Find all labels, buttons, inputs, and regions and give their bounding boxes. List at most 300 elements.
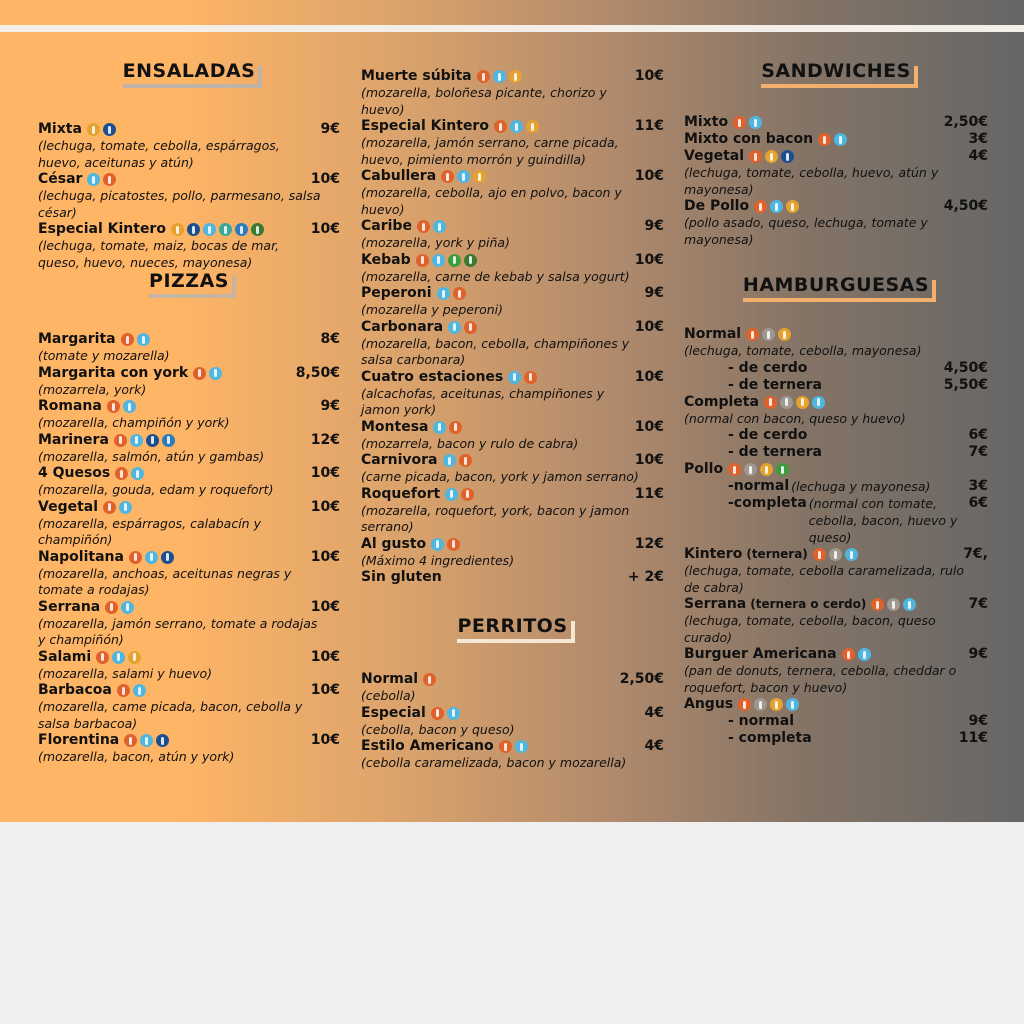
- item-price: 10€: [310, 598, 340, 615]
- gluten-allergen-icon: [746, 328, 759, 341]
- allergen-icons: [733, 116, 762, 129]
- option-note: (normal con tomate, cebolla, bacon, huevo y queso): [808, 496, 958, 545]
- menu-item-normal[interactable]: [684, 326, 988, 394]
- lactose-allergen-icon: [845, 548, 858, 561]
- egg-allergen-icon: [87, 123, 100, 136]
- lactose-allergen-icon: [493, 70, 506, 83]
- gluten-allergen-icon: [103, 173, 116, 186]
- gluten-allergen-icon: [728, 463, 741, 476]
- menu-item-pollo[interactable]: [684, 461, 988, 546]
- item-row: [684, 646, 988, 663]
- item-name: Vegetal: [38, 498, 99, 515]
- nuts-allergen-icon: [251, 223, 264, 236]
- item-name: Kintero: [684, 546, 743, 562]
- lactose-allergen-icon: [457, 170, 470, 183]
- egg-allergen-icon: [770, 698, 783, 711]
- option-label: -completa: [728, 495, 807, 511]
- item-name: Normal: [684, 326, 742, 342]
- menu-item-caribe[interactable]: [361, 218, 664, 252]
- gluten-allergen-icon: [524, 371, 537, 384]
- gluten-allergen-icon: [193, 367, 206, 380]
- lactose-allergen-icon: [443, 454, 456, 467]
- menu-item-cabullera[interactable]: [361, 168, 664, 218]
- allergen-icons: [96, 651, 141, 664]
- lactose-allergen-icon: [812, 396, 825, 409]
- allergen-icons: [494, 120, 539, 133]
- item-price: 9€: [968, 646, 988, 662]
- item-option-de-cerdo[interactable]: [684, 427, 988, 444]
- item-row: [361, 68, 664, 85]
- option-label: - de cerdo: [728, 427, 808, 443]
- allergen-icons: [842, 648, 871, 661]
- item-description: (mozarella, jamón serrano, carne picada, huevo, pimiento morrón y guindilla): [361, 135, 619, 167]
- gluten-allergen-icon: [416, 254, 429, 267]
- item-description: (lechuga, tomate, cebolla caramelizada, rulo de cabra): [684, 563, 965, 595]
- option-price: 11€: [958, 730, 988, 746]
- item-description: (mozarella, carne de kebab y salsa yogurt): [361, 268, 630, 284]
- menu-item-especial-kintero[interactable]: [361, 118, 664, 168]
- menu-item-especial-kintero[interactable]: [38, 221, 340, 271]
- item-price: 9€: [644, 218, 664, 234]
- item-row: [38, 682, 340, 699]
- gluten-allergen-icon: [871, 598, 884, 611]
- item-row: [38, 221, 340, 238]
- item-description: (alcachofas, aceitunas, champiñones y jamon york): [361, 385, 605, 417]
- allergen-icons: [417, 220, 446, 233]
- item-name: Completa: [684, 393, 759, 410]
- lactose-allergen-icon: [433, 220, 446, 233]
- item-row: [38, 171, 340, 188]
- menu-item-roquefort[interactable]: [361, 486, 664, 536]
- menu-item-marinera[interactable]: [38, 432, 340, 466]
- gluten-allergen-icon: [96, 651, 109, 664]
- item-name: Mixta: [38, 121, 82, 137]
- menu-item-florentina[interactable]: [38, 732, 340, 766]
- item-price: 4€: [968, 148, 988, 164]
- menu-item-montesa[interactable]: [361, 419, 664, 453]
- item-option-completa[interactable]: [684, 730, 988, 747]
- item-description: (mozarella, bacon, atún y york): [38, 749, 235, 764]
- mustard-allergen-icon: [762, 328, 775, 341]
- allergen-icons: [431, 538, 460, 551]
- item-row: [361, 569, 664, 586]
- item-price: 4€: [644, 704, 664, 721]
- menu-item-cuatro-estaciones[interactable]: [361, 369, 664, 419]
- lactose-allergen-icon: [203, 223, 216, 236]
- gluten-allergen-icon: [417, 220, 430, 233]
- gluten-allergen-icon: [818, 133, 831, 146]
- menu-item-muerte-subita[interactable]: [361, 68, 664, 118]
- menu-item-romana[interactable]: [38, 398, 340, 432]
- item-price: 10€: [310, 682, 340, 698]
- allergen-icons: [871, 598, 916, 611]
- lactose-allergen-icon: [119, 501, 132, 514]
- section-heading: [38, 60, 340, 121]
- item-name: Cuatro estaciones: [361, 368, 504, 385]
- item-row: [38, 121, 340, 138]
- item-description: (Máximo 4 ingredientes): [361, 552, 515, 568]
- item-description: (cebolla caramelizada, bacon y mozarella): [361, 755, 627, 770]
- menu-item-margarita[interactable]: [38, 331, 340, 365]
- lactose-allergen-icon: [121, 601, 134, 614]
- section-pizzas-continued: [361, 68, 664, 586]
- mustard-allergen-icon: [754, 698, 767, 711]
- allergen-icons: [443, 454, 472, 467]
- menu-item-sin-gluten[interactable]: [361, 569, 664, 586]
- item-name: Mixto con bacon: [684, 131, 814, 147]
- menu-item-vegetal[interactable]: [38, 499, 340, 549]
- celery-allergen-icon: [776, 463, 789, 476]
- menu-item-serrana[interactable]: [38, 599, 340, 649]
- allergen-icons: [433, 421, 462, 434]
- item-row: [38, 365, 340, 382]
- item-name: Barbacoa: [38, 682, 112, 698]
- item-description: (pollo asado, queso, lechuga, tomate y mayonesa): [684, 215, 928, 247]
- menu-item-completa[interactable]: [684, 394, 988, 462]
- item-price: 10€: [634, 418, 664, 435]
- item-price: 9€: [320, 398, 340, 414]
- option-label: - completa: [728, 730, 812, 746]
- option-label: - normal: [728, 713, 795, 729]
- option-label: - de ternera: [728, 444, 822, 460]
- divider-line: [0, 25, 1024, 32]
- menu-item-de-pollo[interactable]: [684, 198, 988, 248]
- section-perritos: [361, 615, 664, 772]
- item-row: [38, 499, 340, 516]
- egg-allergen-icon: [128, 651, 141, 664]
- gluten-allergen-icon: [117, 684, 130, 697]
- item-note: (ternera): [746, 547, 808, 561]
- item-name: Margarita con york: [38, 364, 189, 381]
- menu-item-al-gusto[interactable]: [361, 536, 664, 570]
- lactose-allergen-icon: [123, 400, 136, 413]
- egg-allergen-icon: [786, 200, 799, 213]
- item-row: [361, 705, 664, 722]
- option-price: 6€: [968, 495, 988, 511]
- item-name: 4 Quesos: [38, 465, 111, 481]
- item-name: Serrana: [38, 598, 101, 615]
- egg-allergen-icon: [765, 150, 778, 163]
- item-row: [684, 394, 988, 411]
- item-price: 10€: [634, 318, 664, 335]
- item-price: 10€: [310, 548, 340, 565]
- allergen-icons: [114, 434, 175, 447]
- gluten-allergen-icon: [103, 501, 116, 514]
- item-price: 10€: [310, 465, 340, 481]
- menu-item-especial[interactable]: [361, 705, 664, 739]
- option-note: (lechuga y mayonesa): [791, 479, 931, 494]
- item-row: [684, 326, 988, 343]
- menu-item-kintero[interactable]: [684, 546, 988, 596]
- item-description: (mozarella, boloñesa picante, chorizo y huevo): [361, 85, 607, 117]
- item-row: [361, 168, 664, 185]
- lactose-allergen-icon: [87, 173, 100, 186]
- option-price: 7€: [968, 444, 988, 460]
- allergen-icons: [754, 200, 799, 213]
- fish-allergen-icon: [156, 734, 169, 747]
- item-price: 10€: [310, 498, 340, 515]
- gluten-allergen-icon: [499, 740, 512, 753]
- allergen-icons: [124, 734, 169, 747]
- menu-item-cesar[interactable]: [38, 171, 340, 221]
- item-row: [361, 536, 664, 553]
- allergen-icons: [121, 333, 150, 346]
- item-price: 4,50€: [943, 198, 988, 214]
- item-name: Muerte súbita: [361, 68, 472, 84]
- gluten-allergen-icon: [107, 400, 120, 413]
- item-option-completa[interactable]: [684, 495, 988, 546]
- option-price: 6€: [968, 427, 988, 443]
- item-name: Burguer Americana: [684, 646, 837, 662]
- allergen-icons: [437, 287, 466, 300]
- option-label: - de cerdo: [728, 359, 808, 376]
- item-row: [684, 461, 988, 478]
- menu-item-margarita-con-york[interactable]: [38, 365, 340, 399]
- item-name: Estilo Americano: [361, 738, 494, 754]
- menu-item-napolitana[interactable]: [38, 549, 340, 599]
- item-price: 7€,: [963, 546, 988, 562]
- item-name: Especial Kintero: [38, 221, 166, 237]
- egg-allergen-icon: [796, 396, 809, 409]
- lactose-allergen-icon: [112, 651, 125, 664]
- item-description: (lechuga, tomate, cebolla, huevo, atún y mayonesa): [684, 165, 939, 197]
- lactose-allergen-icon: [786, 698, 799, 711]
- item-description: (mozarella, roquefort, york, bacon y jamon serrano): [361, 502, 630, 534]
- item-row: [361, 452, 664, 469]
- mustard-allergen-icon: [887, 598, 900, 611]
- gluten-allergen-icon: [477, 70, 490, 83]
- lactose-allergen-icon: [448, 321, 461, 334]
- lactose-allergen-icon: [834, 133, 847, 146]
- allergen-icons: [813, 548, 858, 561]
- item-name: Marinera: [38, 431, 109, 448]
- item-price: 9€: [320, 121, 340, 137]
- menu-item-estilo-americano[interactable]: [361, 738, 664, 772]
- item-row: [684, 114, 988, 131]
- item-price: 9€: [644, 285, 664, 301]
- item-name: Especial Kintero: [361, 118, 489, 134]
- item-description: (mozarrela, york): [38, 381, 147, 397]
- item-price: 10€: [634, 168, 664, 184]
- item-option-de-ternera[interactable]: [684, 377, 988, 394]
- item-row: [38, 398, 340, 415]
- item-description: (lechuga, tomate, cebolla, bacon, queso curado): [684, 613, 936, 645]
- item-row: [684, 696, 988, 713]
- menu-item-peperoni[interactable]: [361, 285, 664, 319]
- item-price: 10€: [310, 171, 340, 187]
- menu-item-serrana[interactable]: [684, 596, 988, 646]
- lactose-allergen-icon: [433, 421, 446, 434]
- allergen-icons: [87, 123, 116, 136]
- item-description: (mozarella, york y piña): [361, 235, 510, 250]
- item-name: Especial: [361, 704, 426, 721]
- gluten-allergen-icon: [431, 707, 444, 720]
- item-name: Salami: [38, 648, 92, 665]
- lactose-allergen-icon: [445, 488, 458, 501]
- egg-allergen-icon: [509, 70, 522, 83]
- lactose-allergen-icon: [508, 371, 521, 384]
- item-price: 8€: [320, 331, 340, 347]
- item-row: [361, 369, 664, 386]
- item-description: (mozarella y peperoni): [361, 302, 504, 317]
- item-name: Sin gluten: [361, 569, 442, 585]
- item-row: [684, 198, 988, 215]
- allergen-icons: [448, 321, 477, 334]
- item-row: [38, 331, 340, 348]
- item-row: [38, 649, 340, 666]
- option-label: -normal: [728, 478, 790, 494]
- allergen-icons: [423, 673, 436, 686]
- gluten-allergen-icon: [459, 454, 472, 467]
- item-description: (mozarella, cebolla, ajo en polvo, bacon y huevo): [361, 185, 622, 217]
- item-price: + 2€: [627, 569, 664, 585]
- fish-allergen-icon: [187, 223, 200, 236]
- item-name: De Pollo: [684, 198, 750, 214]
- item-name: Mixto: [684, 114, 729, 130]
- mustard-allergen-icon: [829, 548, 842, 561]
- item-description: (mozarella, bacon, cebolla, champiñones y salsa carbonara): [361, 335, 630, 367]
- item-note: (ternera o cerdo): [750, 597, 867, 611]
- item-name: Carbonara: [361, 318, 444, 335]
- gluten-allergen-icon: [764, 396, 777, 409]
- item-price: 10€: [634, 251, 664, 268]
- menu-item-kebab[interactable]: [361, 252, 664, 286]
- gluten-allergen-icon: [461, 488, 474, 501]
- item-price: 10€: [310, 221, 340, 237]
- item-option-normal[interactable]: [684, 478, 988, 495]
- section-sandwiches: [684, 60, 988, 248]
- gluten-allergen-icon: [738, 698, 751, 711]
- section-title: ENSALADAS: [122, 60, 256, 82]
- section-pizzas: [38, 270, 340, 766]
- allergen-icons: [818, 133, 847, 146]
- menu-item-carbonara[interactable]: [361, 319, 664, 369]
- item-price: 11€: [634, 118, 664, 134]
- section-heading: [361, 615, 664, 671]
- menu-item-vegetal[interactable]: [684, 148, 988, 198]
- lactose-allergen-icon: [437, 287, 450, 300]
- lactose-allergen-icon: [431, 538, 444, 551]
- item-name: Montesa: [361, 418, 429, 435]
- allergen-icons: [738, 698, 799, 711]
- item-row: [361, 118, 664, 135]
- gluten-allergen-icon: [449, 421, 462, 434]
- menu-item-mixto-con-bacon[interactable]: [684, 131, 988, 148]
- gluten-allergen-icon: [105, 601, 118, 614]
- item-row: [38, 549, 340, 566]
- item-row: [361, 319, 664, 336]
- item-price: 2,50€: [943, 114, 988, 130]
- gluten-allergen-icon: [813, 548, 826, 561]
- menu-item-burguer-americana[interactable]: [684, 646, 988, 696]
- item-row: [361, 419, 664, 436]
- item-price: 3€: [968, 131, 988, 147]
- gluten-allergen-icon: [733, 116, 746, 129]
- menu-item-angus[interactable]: [684, 696, 988, 747]
- section-ensaladas: [38, 60, 340, 271]
- section-title: SANDWICHES: [761, 60, 911, 82]
- allergen-icons: [117, 684, 146, 697]
- item-description: (lechuga, tomate, maiz, bocas de mar, queso, huevo, nueces, mayonesa): [38, 238, 280, 270]
- menu-item-mixto[interactable]: [684, 114, 988, 131]
- item-name: Al gusto: [361, 535, 427, 552]
- item-description: (cebolla): [361, 688, 416, 703]
- mustard-allergen-icon: [744, 463, 757, 476]
- menu-item-carnivora[interactable]: [361, 452, 664, 486]
- item-name: Cabullera: [361, 168, 437, 184]
- item-description: (tomate y mozarella): [38, 348, 170, 363]
- lactose-allergen-icon: [749, 116, 762, 129]
- lactose-allergen-icon: [130, 434, 143, 447]
- item-price: 12€: [310, 431, 340, 448]
- item-description: (lechuga, tomate, cebolla, espárragos, huevo, aceitunas y atún): [38, 138, 280, 170]
- item-row: [361, 285, 664, 302]
- lactose-allergen-icon: [131, 467, 144, 480]
- menu-item-barbacoa[interactable]: [38, 682, 340, 732]
- menu-item-normal[interactable]: [361, 671, 664, 705]
- section-title: PIZZAS: [149, 270, 229, 292]
- item-row: [38, 432, 340, 449]
- item-option-de-cerdo[interactable]: [684, 360, 988, 377]
- item-option-normal[interactable]: [684, 713, 988, 730]
- gluten-allergen-icon: [464, 321, 477, 334]
- item-price: 10€: [634, 452, 664, 468]
- item-name: Vegetal: [684, 148, 745, 164]
- menu-item-mixta[interactable]: [38, 121, 340, 171]
- menu-item-salami[interactable]: [38, 649, 340, 683]
- item-row: [684, 148, 988, 165]
- item-row: [361, 218, 664, 235]
- item-description: (cebolla, bacon y queso): [361, 721, 515, 737]
- item-row: [361, 486, 664, 503]
- lactose-allergen-icon: [858, 648, 871, 661]
- section-title: HAMBURGUESAS: [742, 274, 930, 296]
- gluten-allergen-icon: [447, 538, 460, 551]
- section-heading: [684, 274, 988, 326]
- allergen-icons: [416, 254, 477, 267]
- item-price: 10€: [310, 732, 340, 748]
- allergen-icons: [193, 367, 222, 380]
- fish-allergen-icon: [161, 551, 174, 564]
- item-name: Napolitana: [38, 548, 124, 565]
- menu-item-4-quesos[interactable]: [38, 465, 340, 499]
- item-name: Peperoni: [361, 285, 432, 301]
- lactose-allergen-icon: [447, 707, 460, 720]
- item-row: [38, 732, 340, 749]
- fish-allergen-icon: [146, 434, 159, 447]
- item-description: (normal con bacon, queso y huevo): [684, 410, 906, 426]
- fish-allergen-icon: [103, 123, 116, 136]
- option-price: 4,50€: [943, 359, 988, 376]
- section-heading: [38, 270, 340, 331]
- item-name: Carnivora: [361, 452, 438, 468]
- allergen-icons: [171, 223, 264, 236]
- gluten-allergen-icon: [115, 467, 128, 480]
- mustard-allergen-icon: [780, 396, 793, 409]
- item-row: [684, 546, 988, 563]
- gluten-allergen-icon: [441, 170, 454, 183]
- gluten-allergen-icon: [124, 734, 137, 747]
- item-name: Roquefort: [361, 485, 441, 502]
- allergen-icons: [728, 463, 789, 476]
- mollusc-allergen-icon: [219, 223, 232, 236]
- item-option-de-ternera[interactable]: [684, 444, 988, 461]
- item-description: (mozarrela, bacon y rulo de cabra): [361, 435, 579, 451]
- option-price: 9€: [968, 713, 988, 729]
- item-description: (mozarella, champiñón y york): [38, 415, 230, 430]
- allergen-icons: [749, 150, 794, 163]
- allergen-icons: [477, 70, 522, 83]
